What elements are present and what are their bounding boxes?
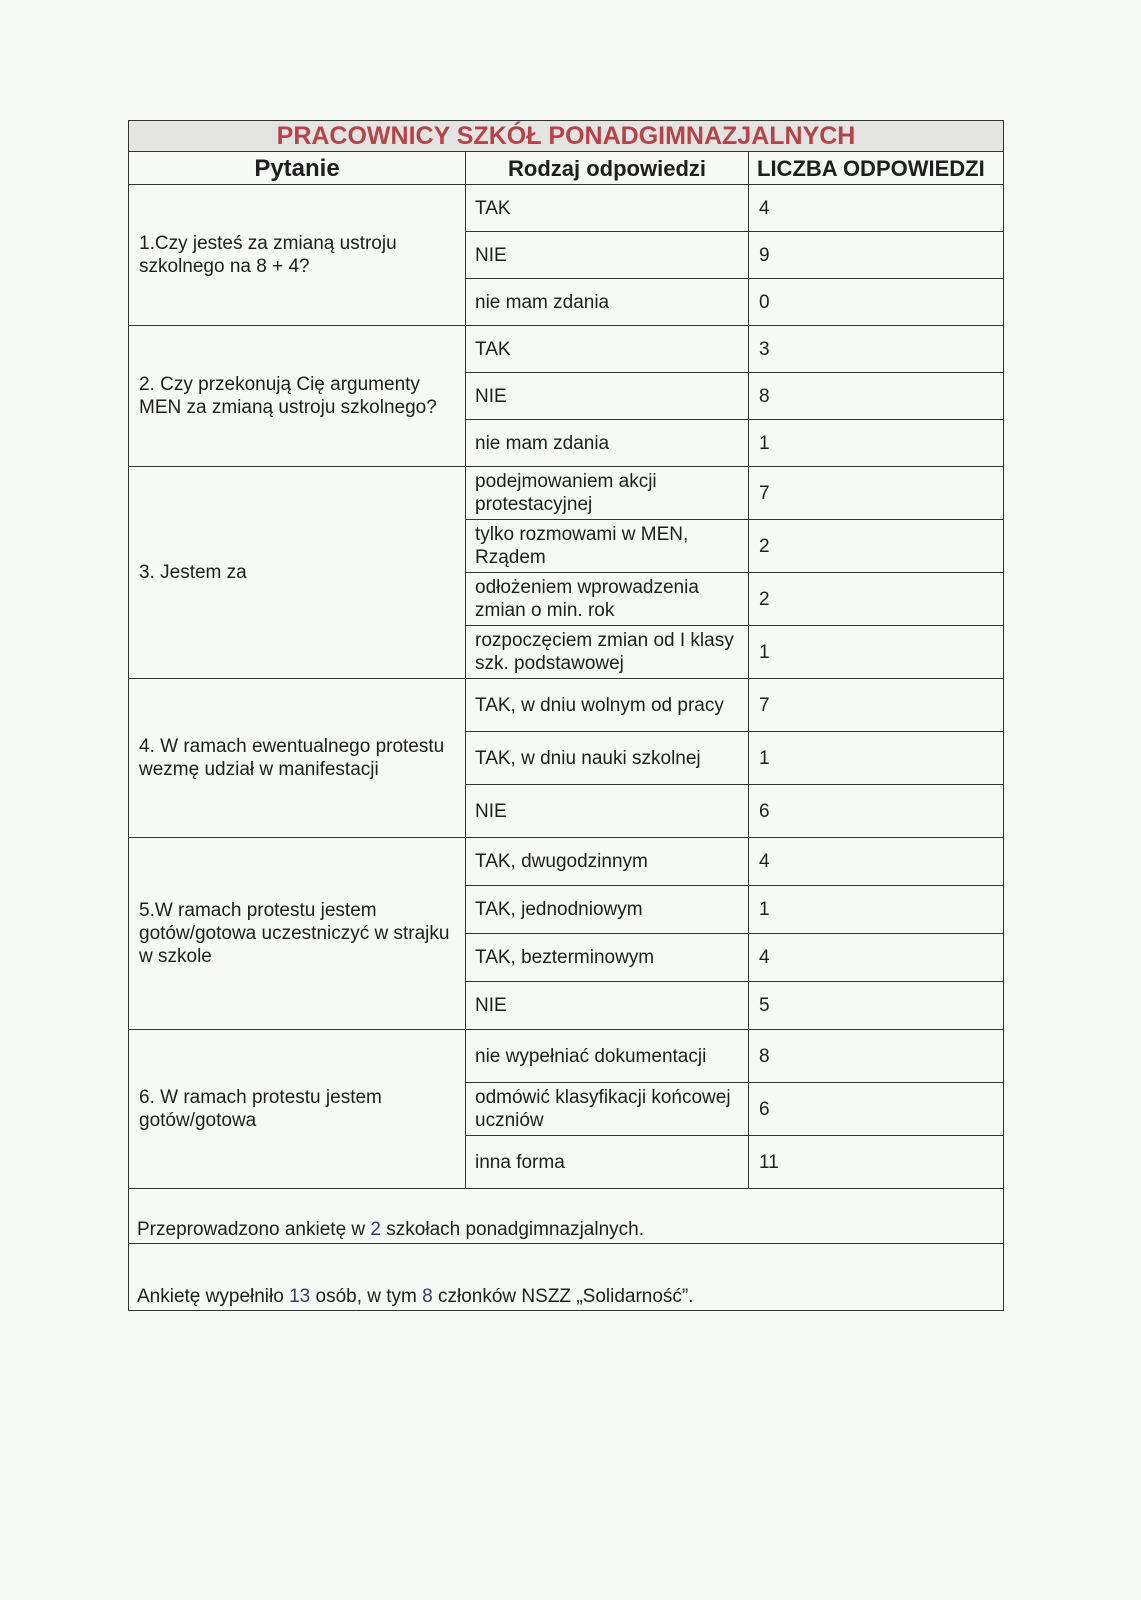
- answer-type-cell: nie mam zdania: [466, 279, 749, 326]
- question-cell: 2. Czy przekonują Cię argumenty MEN za zmianą ustroju szkolnego?: [129, 326, 466, 467]
- column-header-answer-type: Rodzaj odpowiedzi: [466, 152, 749, 185]
- table-row: [129, 326, 1004, 373]
- answer-count-cell: 3: [749, 326, 1004, 373]
- footer-text: Przeprowadzono ankietę w: [137, 1219, 371, 1240]
- answer-type-cell: nie mam zdania: [466, 420, 749, 467]
- answer-type-cell: TAK, bezterminowym: [466, 934, 749, 982]
- answer-count-cell: 1: [749, 420, 1004, 467]
- answer-count-cell: 5: [749, 982, 1004, 1030]
- survey-table: [128, 120, 1004, 1311]
- answer-type-cell: NIE: [466, 232, 749, 279]
- answer-count-cell: 11: [749, 1136, 1004, 1189]
- question-cell: 5.W ramach protestu jestem gotów/gotowa uczestniczyć w strajku w szkole: [129, 838, 466, 1030]
- column-header-count: LICZBA ODPOWIEDZI: [749, 152, 1004, 185]
- table-row: [129, 679, 1004, 732]
- table-title: PRACOWNICY SZKÓŁ PONADGIMNAZJALNYCH: [129, 121, 1004, 152]
- column-header-question: Pytanie: [129, 152, 466, 185]
- answer-type-cell: NIE: [466, 785, 749, 838]
- footer-text: szkołach ponadgimnazjalnych.: [381, 1219, 644, 1240]
- question-cell: 4. W ramach ewentualnego protestu wezmę udział w manifestacji: [129, 679, 466, 838]
- survey-table-sheet: [128, 120, 1003, 1311]
- answer-type-cell: podejmowaniem akcji protestacyjnej: [466, 467, 749, 520]
- question-cell: 6. W ramach protestu jestem gotów/gotowa: [129, 1030, 466, 1189]
- answer-count-cell: 4: [749, 185, 1004, 232]
- table-body: [129, 185, 1004, 1189]
- answer-count-cell: 2: [749, 573, 1004, 626]
- answer-type-cell: odmówić klasyfikacji końcowej uczniów: [466, 1083, 749, 1136]
- answer-count-cell: 1: [749, 732, 1004, 785]
- answer-count-cell: 0: [749, 279, 1004, 326]
- answer-type-cell: TAK, dwugodzinnym: [466, 838, 749, 886]
- table-row: [129, 467, 1004, 520]
- answer-type-cell: NIE: [466, 373, 749, 420]
- footer-respondents-note: [129, 1244, 1004, 1311]
- footer-schools-note: [129, 1189, 1004, 1244]
- answer-count-cell: 7: [749, 679, 1004, 732]
- answer-count-cell: 9: [749, 232, 1004, 279]
- respondents-count: 13: [289, 1286, 311, 1307]
- answer-count-cell: 1: [749, 886, 1004, 934]
- answer-count-cell: 2: [749, 520, 1004, 573]
- answer-count-cell: 1: [749, 626, 1004, 679]
- answer-type-cell: odłożeniem wprowadzenia zmian o min. rok: [466, 573, 749, 626]
- answer-count-cell: 6: [749, 785, 1004, 838]
- answer-type-cell: inna forma: [466, 1136, 749, 1189]
- answer-count-cell: 4: [749, 838, 1004, 886]
- footer-text: Ankietę wypełniło: [137, 1286, 290, 1307]
- schools-count: 2: [370, 1219, 381, 1240]
- question-cell: 1.Czy jesteś za zmianą ustroju szkolnego na 8 + 4?: [129, 185, 466, 326]
- table-row: [129, 1030, 1004, 1083]
- answer-type-cell: tylko rozmowami w MEN, Rządem: [466, 520, 749, 573]
- table-row: [129, 838, 1004, 886]
- answer-type-cell: rozpoczęciem zmian od I klasy szk. podstawowej: [466, 626, 749, 679]
- answer-type-cell: TAK, w dniu wolnym od pracy: [466, 679, 749, 732]
- answer-type-cell: TAK, w dniu nauki szkolnej: [466, 732, 749, 785]
- table-row: [129, 185, 1004, 232]
- question-cell: 3. Jestem za: [129, 467, 466, 679]
- answer-count-cell: 8: [749, 1030, 1004, 1083]
- answer-type-cell: TAK: [466, 185, 749, 232]
- answer-count-cell: 8: [749, 373, 1004, 420]
- answer-count-cell: 6: [749, 1083, 1004, 1136]
- answer-type-cell: nie wypełniać dokumentacji: [466, 1030, 749, 1083]
- answer-type-cell: TAK, jednodniowym: [466, 886, 749, 934]
- footer-text: członków NSZZ „Solidarność”.: [432, 1286, 694, 1307]
- members-count: 8: [422, 1286, 433, 1307]
- answer-type-cell: TAK: [466, 326, 749, 373]
- answer-count-cell: 7: [749, 467, 1004, 520]
- answer-count-cell: 4: [749, 934, 1004, 982]
- footer-text: osób, w tym: [310, 1286, 423, 1307]
- answer-type-cell: NIE: [466, 982, 749, 1030]
